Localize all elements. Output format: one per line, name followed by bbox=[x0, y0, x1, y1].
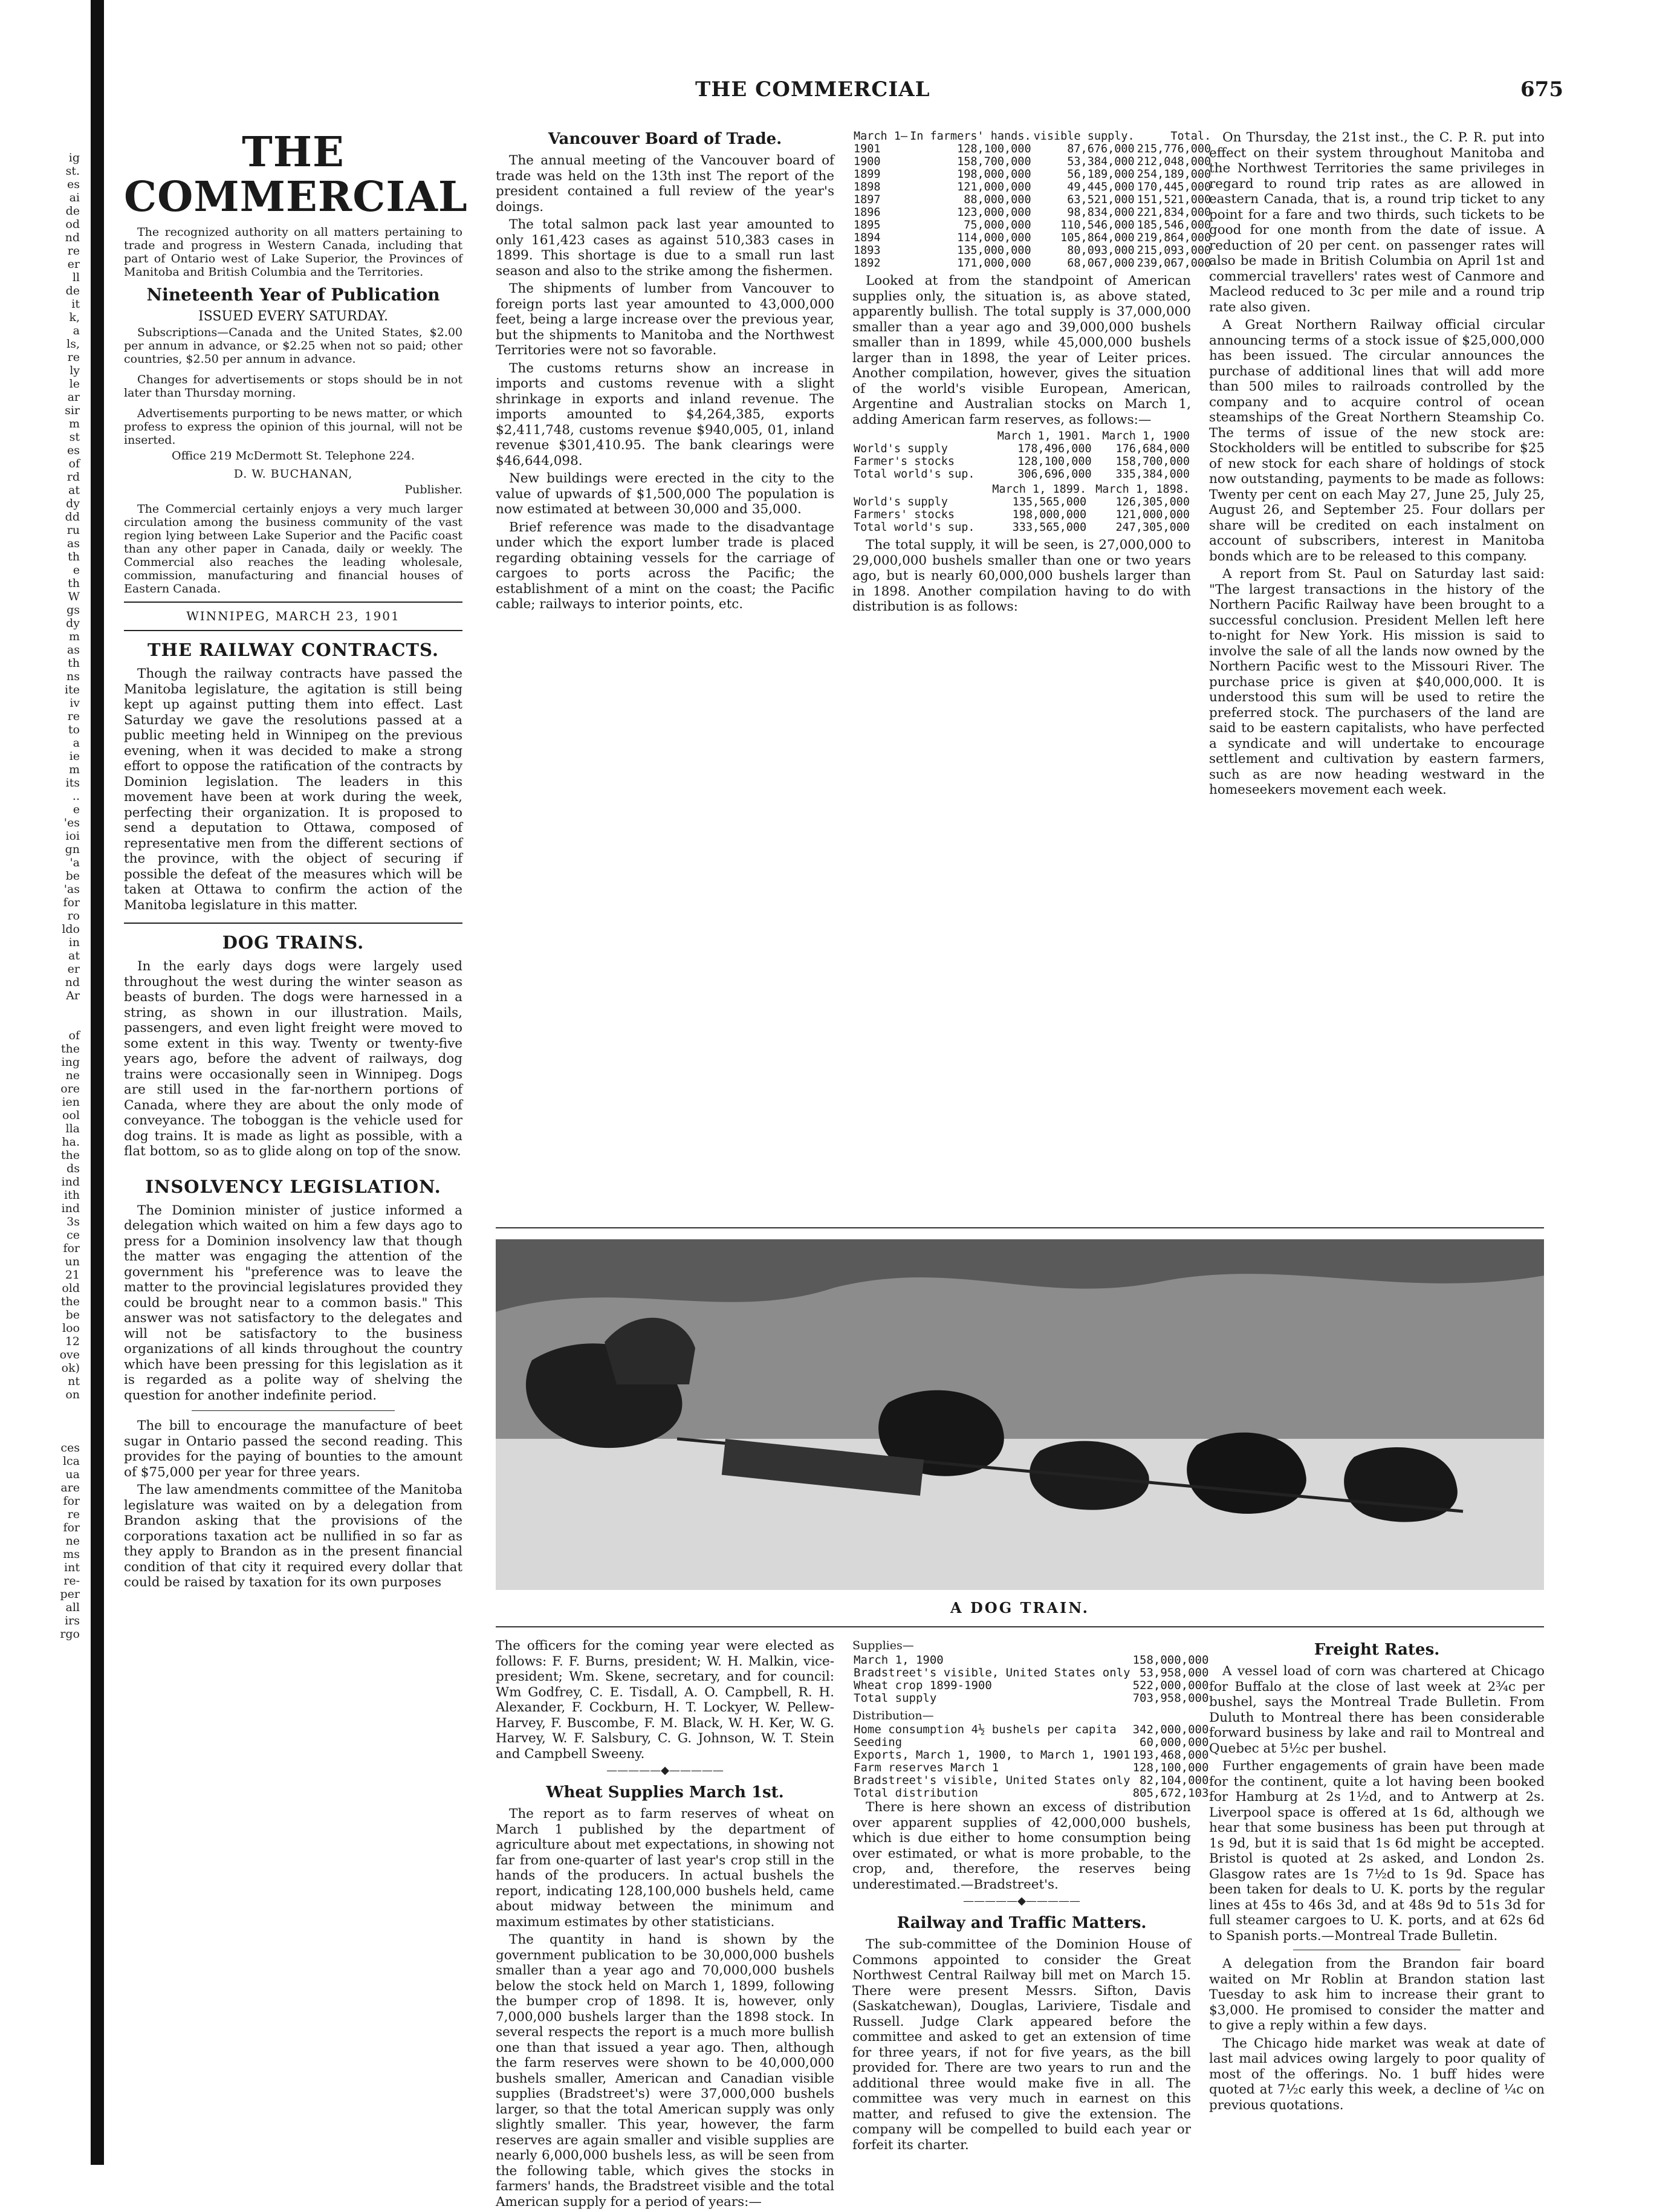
table-row bbox=[852, 143, 1212, 155]
margin-fragment: ro bbox=[67, 909, 80, 923]
table-cell: 158,000,000 bbox=[1132, 1653, 1209, 1667]
year-cell: 1894 bbox=[854, 232, 881, 244]
margin-fragment: e bbox=[73, 563, 80, 577]
margin-fragment: a bbox=[73, 324, 80, 337]
margin-fragment: W bbox=[68, 590, 80, 603]
table-cell: 239,067,000 bbox=[1137, 257, 1212, 270]
margin-fragments bbox=[0, 151, 85, 1641]
table-row bbox=[852, 1774, 1210, 1787]
table-row bbox=[852, 219, 1212, 232]
margin-fragment: be bbox=[65, 869, 80, 883]
table-header: March 1, 1900 bbox=[1102, 430, 1190, 443]
table-cell: 88,000,000 bbox=[964, 193, 1031, 206]
margin-fragment: ar bbox=[67, 391, 80, 404]
table-cell: 522,000,000 bbox=[1132, 1678, 1209, 1692]
supplies-ledger bbox=[852, 1654, 1210, 1705]
railway-p3: A Great Northern Railway official circular announcing terms of a stock issue of $25,000,000 has been issued. The circular announces the purchase of additional lines that will add more than 500 miles to railroads controlled by the company and to acquire control of ocean steamships of the Great Northern Steamship Co. The terms of issue of the new stock are: Stockholders will be entitled to subscribe for $25 of new stock for each share of holdings of stock now outstanding, payments to be made as follows: Twenty per cent on each May 27, June 25, July 25, August 26, and September 25. Four dollars per share will be credited on each instalment on account of subscribers, interest in Manitoba bonds which are to be released to this company. bbox=[1209, 317, 1545, 564]
margin-fragment: gn bbox=[65, 843, 80, 856]
table-row bbox=[852, 1749, 1210, 1762]
table-cell: 63,521,000 bbox=[1067, 193, 1135, 206]
masthead-title: THE COMMERCIAL bbox=[124, 128, 468, 221]
margin-fragment: the bbox=[60, 1295, 80, 1308]
margin-fragment: Ar bbox=[66, 989, 80, 1002]
table-cell: 60,000,000 bbox=[1140, 1736, 1209, 1749]
margin-fragment bbox=[0, 1428, 85, 1441]
margin-fragment: re bbox=[67, 244, 80, 258]
freight-p4: The Chicago hide market was weak at date of last mail advices owing largely to poor quality of most of the offerings. No. 1 buff hides were quoted at 7½c early this week, a decline of ¼c on previous quotations. bbox=[1209, 2035, 1545, 2113]
margin-fragment: lla bbox=[65, 1122, 80, 1135]
table-row bbox=[852, 1787, 1210, 1800]
divider bbox=[124, 630, 462, 631]
margin-fragment: un bbox=[65, 1255, 80, 1268]
margin-fragment: old bbox=[62, 1282, 80, 1295]
table-row bbox=[852, 443, 1191, 455]
table-row bbox=[852, 181, 1212, 193]
law-amendments-body: The law amendments committee of the Manitoba legislature was waited on by a delegation from Brandon asking that the provisions of the corporations taxation act be nullified in so far as they apply to Brandon as in the present financial condition of that city it required every dollar that could be raised by taxation for its own purposes bbox=[124, 1482, 462, 1590]
row-label: Total world's sup. bbox=[854, 521, 975, 534]
margin-fragment: dd bbox=[65, 510, 80, 524]
ledger-label: Seeding bbox=[854, 1736, 903, 1749]
masthead-intro: The recognized authority on all matters pertaining to trade and progress in Western Canada, including that part of Ontario west of Lake Superior, the Provinces of Manitoba and British Columbia and the Territories. bbox=[124, 225, 462, 279]
margin-fragment: th bbox=[68, 577, 80, 590]
table-cell: 158,700,000 bbox=[1115, 455, 1190, 468]
wheat-p2: The quantity in hand is shown by the government publication to be 30,000,000 bushels smaller than a year ago and 70,000,000 bushels below the stock held on March 1, 1899, following the bumper crop of 1898. It is, however, only 7,000,000 bushels larger than the 1898 stock. In several respects the report is a much more bullish one than that issued a year ago. Then, although the farm reserves were shown to be 40,000,000 bushels smaller, American and Canadian visible supplies (Bradstreet's) were 37,000,000 bushels larger, so that the total American supply was only slightly smaller. This year, however, the farm reserves are again smaller and visible supplies are nearly 6,000,000 bushels less, as will be seen from the following table, which gives the stocks in farmers' hands, the Bradstreet visible and the total American supply for a period of years:— bbox=[496, 1932, 834, 2210]
table-cell: 114,000,000 bbox=[957, 232, 1031, 244]
table-cell: 215,093,000 bbox=[1137, 244, 1212, 257]
margin-fragment bbox=[0, 1016, 85, 1029]
table-cell: 56,189,000 bbox=[1067, 168, 1135, 181]
railway-p1: The sub-committee of the Dominion House of Commons appointed to consider the Great Northwest Central Railway bill met on March 15. There were present Messrs. Sifton, Davis (Saskatchewan), Douglas, Lariviere, Tisdale and Russell. Judge Clark appeared before the committee and asked to get an extension of time for three years, if not for five years, as the bill provided for. There are two years to run and the additional three would make five in all. The committee was very much in earnest on this matter, and refused to give the extension. The company will be compelled to build each year or forfeit its charter. bbox=[852, 1937, 1191, 2153]
table-cell: 335,384,000 bbox=[1115, 468, 1190, 481]
railway-traffic-heading: Railway and Traffic Matters. bbox=[897, 1914, 1147, 1932]
margin-fragment: ind bbox=[61, 1202, 80, 1215]
vancouver-p7: The officers for the coming year were elected as follows: F. F. Burns, president; W. H. Malkin, vice-president; Wm. Skene, secretary, and for council: Wm Godfrey, C. E. Tisdall, A. O. Campbell, R. H. Alexander, F. Cockburn, H. T. Lockyer, W. Pellew-Harvey, F. Buscombe, F. M. Black, W. H. Ker, W. G. Harvey, W. F. Salsbury, C. G. Johnson, W. T. Stein and Campbell Sweeny. bbox=[496, 1638, 834, 1762]
table-cell: 121,000,000 bbox=[1115, 508, 1190, 521]
margin-fragment: le bbox=[69, 377, 80, 391]
margin-fragment: ith bbox=[64, 1189, 80, 1202]
table-row bbox=[852, 1736, 1210, 1749]
vancouver-p5: New buildings were erected in the city to the value of upwards of $1,500,000 The population is now estimated at between 30,000 and 35,000. bbox=[496, 471, 834, 517]
advertisements-text: Advertisements purporting to be news matter, or which profess to express the opinion of this journal, will not be inserted. bbox=[124, 406, 462, 447]
margin-fragment: to bbox=[68, 723, 80, 736]
margin-fragment: loo bbox=[62, 1322, 80, 1335]
table-row bbox=[852, 193, 1212, 206]
ornament-divider: —————◆————— bbox=[606, 1764, 724, 1777]
wheat-p1: The report as to farm reserves of wheat on March 1 published by the department of agriculture about met expectations, in showing not far from one-quarter of last year's crop still in the hands of the producers. In actual bushels the report, indicating 128,100,000 bushels held, came about midway between the minimum and maximum estimates by other statisticians. bbox=[496, 1806, 834, 1930]
margin-fragment: nt bbox=[68, 1375, 80, 1388]
table-row bbox=[852, 1654, 1210, 1667]
freight-rates-heading: Freight Rates. bbox=[1314, 1641, 1440, 1659]
margin-fragment: th bbox=[68, 550, 80, 563]
margin-fragment: th bbox=[68, 657, 80, 670]
table-row bbox=[852, 521, 1191, 534]
railway-contracts-heading: THE RAILWAY CONTRACTS. bbox=[147, 640, 440, 660]
freight-p1: A vessel load of corn was chartered at Chicago for Buffalo at the close of last week at 2¾c per bushel, says the Montreal Trade Bulletin. From Duluth to Montreal there has been considerable forward business by lake and rail to Montreal and Quebec at 5½c per bushel. bbox=[1209, 1664, 1545, 1756]
margin-fragment: ne bbox=[65, 1534, 80, 1548]
vancouver-p3: The shipments of lumber from Vancouver to foreign ports last year amounted to 43,000,000 feet, being a large increase over the previous year, but the shipments to Manitoba and the Northwest Territories were not so favorable. bbox=[496, 281, 834, 358]
margin-fragment: ool bbox=[62, 1109, 80, 1122]
railway-p2: On Thursday, the 21st inst., the C. P. R. put into effect on their system throughout Manitoba and the Northwest Territories the same privileges in regard to round trip rates as are allowed in eastern Canada, that is, a round trip ticket to any point for a fare and two thirds, such tickets to be good for one month from the date of issue. A reduction of 20 per cent. on passenger rates will also be made in British Columbia on April 1st and commercial travellers' rates west of Canmore and Macleod reduced to 3c per mile and a round trip rate also given. bbox=[1209, 130, 1545, 315]
table-row bbox=[852, 1679, 1210, 1692]
table-cell: 151,521,000 bbox=[1137, 193, 1212, 206]
margin-fragment: nd bbox=[65, 231, 80, 244]
margin-fragment: of bbox=[68, 1029, 80, 1042]
margin-fragment: ne bbox=[65, 1069, 80, 1082]
table-cell: 193,468,000 bbox=[1132, 1748, 1209, 1762]
margin-fragment: rd bbox=[66, 470, 80, 484]
margin-fragment: as bbox=[66, 537, 80, 550]
divider bbox=[124, 923, 462, 924]
circulation-text: The Commercial certainly enjoys a very much larger circulation among the business community of the vast region lying between Lake Superior and the Pacific coast than any other paper in Canada, daily or weekly. The Commercial also reaches the leading wholesale, commission, manufacturing and financial houses of Eastern Canada. bbox=[124, 502, 462, 595]
divider bbox=[192, 1410, 395, 1411]
margin-fragment: m bbox=[68, 763, 80, 776]
ledger-label: Exports, March 1, 1900, to March 1, 1901 bbox=[854, 1748, 1130, 1762]
margin-fragment bbox=[0, 1401, 85, 1415]
table-cell: 128,100,000 bbox=[1132, 1761, 1209, 1774]
margin-fragment: per bbox=[60, 1588, 80, 1601]
table-header: March 1— bbox=[854, 130, 908, 143]
vancouver-p4: The customs returns show an increase in imports and customs revenue with a slight shrinkage in exports and inland revenue. The imports amounted to $4,264,385, exports $2,411,748, customs revenue $940,005, 01, inland revenue $301,410.95. The bank clearings were $46,644,098. bbox=[496, 360, 834, 469]
illustration-caption: A DOG TRAIN. bbox=[950, 1599, 1089, 1617]
table-cell: 158,700,000 bbox=[957, 155, 1031, 168]
margin-fragment: e bbox=[73, 803, 80, 816]
wheat-p4: The total supply, it will be seen, is 27,000,000 to 29,000,000 bushels smaller than one or two years ago, but is nearly 60,000,000 bushels larger than in 1898. Another compilation having to do with distribution is as follows: bbox=[852, 537, 1191, 614]
page-number: 675 bbox=[1520, 77, 1563, 102]
vancouver-p6: Brief reference was made to the disadvantage under which the export lumber trade is placed regarding obtaining vessels for the carriage of cargoes to ports across the Pacific; the establishment of a mint on the coast; the Pacific cable; railways to interior points, etc. bbox=[496, 519, 834, 612]
column-2-lower bbox=[496, 1638, 834, 2212]
margin-fragment: de bbox=[65, 204, 80, 218]
margin-fragment: 12 bbox=[65, 1335, 80, 1348]
table-cell: 254,189,000 bbox=[1137, 168, 1212, 181]
margin-fragment: nd bbox=[65, 976, 80, 989]
margin-fragment: for bbox=[63, 1242, 80, 1255]
margin-fragment: st bbox=[69, 430, 80, 444]
railway-p4: A report from St. Paul on Saturday last said: "The largest transactions in the history of the Northern Pacific Railway have been brought to a successful conclusion. President Mellen left here to-night for New York. His mission is said to involve the sale of all the lands now owned by the Northern Pacific west to the Missouri River. The purchase price is given at $40,000,000. It is understood this sum will be used to retire the preferred stock. The purchasers of the land are said to be eastern capitalists, who have perfected a syndicate and will undertake to encourage settlement and cultivation by eastern farmers, such as are now heading westward in the homeseekers movement each week. bbox=[1209, 566, 1545, 797]
table-cell: 703,958,000 bbox=[1132, 1691, 1209, 1705]
table-row bbox=[852, 168, 1212, 181]
ledger-label: Bradstreet's visible, United States only bbox=[854, 1774, 1130, 1787]
margin-fragment: ms bbox=[63, 1548, 80, 1561]
margin-fragment: re bbox=[67, 710, 80, 723]
dog-train-image bbox=[496, 1239, 1544, 1590]
table-cell: 53,958,000 bbox=[1140, 1665, 1209, 1679]
margin-fragment: ove bbox=[59, 1348, 80, 1361]
margin-fragment: ok) bbox=[61, 1361, 80, 1375]
margin-fragment: 21 bbox=[65, 1268, 80, 1282]
issued-line: ISSUED EVERY SATURDAY. bbox=[198, 309, 388, 324]
margin-fragment: its bbox=[65, 776, 80, 790]
table-header: March 1, 1901. bbox=[997, 430, 1092, 443]
margin-fragment: ig bbox=[68, 151, 80, 164]
column-4-upper bbox=[1209, 130, 1545, 800]
table-cell: 333,565,000 bbox=[1012, 521, 1087, 534]
row-label: Farmer's stocks bbox=[854, 455, 955, 468]
margin-fragment: ai bbox=[69, 191, 80, 204]
margin-fragment: .. bbox=[72, 790, 80, 803]
table-cell: 176,684,000 bbox=[1115, 443, 1190, 455]
margin-fragment: the bbox=[60, 1042, 80, 1056]
binding-strip bbox=[91, 0, 104, 2165]
table-row bbox=[852, 244, 1212, 257]
table-cell: 247,305,000 bbox=[1115, 521, 1190, 534]
margin-fragment: rgo bbox=[60, 1627, 80, 1641]
wheat-p5: There is here shown an excess of distribution over apparent supplies of 42,000,000 bushels, which is due either to home consumption being over estimated, or what is more probable, to the crop, and, therefore, the reserves being underestimated.—Bradstreet's. bbox=[852, 1800, 1191, 1892]
margin-fragment: de bbox=[65, 284, 80, 297]
year-cell: 1896 bbox=[854, 206, 881, 219]
table-cell: 221,834,000 bbox=[1137, 206, 1212, 219]
vancouver-heading: Vancouver Board of Trade. bbox=[548, 130, 782, 148]
table-cell: 82,104,000 bbox=[1140, 1774, 1209, 1787]
margin-fragment: all bbox=[65, 1601, 80, 1614]
table-row bbox=[852, 1667, 1210, 1679]
margin-fragment: ly bbox=[70, 364, 80, 377]
column-4-lower bbox=[1209, 1638, 1545, 2115]
margin-fragment: on bbox=[65, 1388, 80, 1401]
margin-fragment: at bbox=[68, 484, 80, 497]
table-row bbox=[852, 468, 1191, 481]
table-cell: 219,864,000 bbox=[1137, 232, 1212, 244]
ledger-label: Total supply bbox=[854, 1691, 937, 1705]
margin-fragment: od bbox=[65, 218, 80, 231]
publisher-title: Publisher. bbox=[404, 482, 462, 496]
year-cell: 1898 bbox=[854, 181, 881, 193]
table-header bbox=[852, 430, 987, 443]
margin-fragment: m bbox=[68, 417, 80, 430]
dog-trains-heading: DOG TRAINS. bbox=[222, 932, 365, 953]
margin-fragment: int bbox=[64, 1561, 80, 1574]
year-heading: Nineteenth Year of Publication bbox=[146, 285, 440, 305]
vancouver-p1: The annual meeting of the Vancouver board of trade was held on the 13th inst The report of the president contained a full review of the year's doings. bbox=[496, 153, 834, 215]
margin-fragment: ing bbox=[61, 1056, 80, 1069]
wheat-p3: Looked at from the standpoint of American supplies only, the situation is, as above stated, apparently bullish. The total supply is 37,000,000 smaller than a year ago and 39,000,000 bushels smaller than in 1899, while 45,000,000 bushels larger than in 1898, the year of Leiter prices. Another compilation, however, gives the situation of the world's visible European, American, Argentine and Australian stocks on March 1, adding American farm reserves, as follows:— bbox=[852, 273, 1191, 427]
row-label: Total world's sup. bbox=[854, 468, 975, 481]
table-cell: 68,067,000 bbox=[1067, 257, 1135, 270]
margin-fragment: 'as bbox=[63, 883, 80, 896]
distribution-ledger bbox=[852, 1724, 1210, 1800]
table-cell: 49,445,000 bbox=[1067, 181, 1135, 193]
margin-fragment: iv bbox=[70, 696, 80, 710]
margin-fragment: irs bbox=[65, 1614, 80, 1627]
divider bbox=[124, 602, 462, 603]
margin-fragment: 'a bbox=[70, 856, 80, 869]
dog-train-illustration bbox=[496, 1239, 1544, 1590]
margin-fragment: es bbox=[67, 444, 80, 457]
margin-fragment: er bbox=[67, 962, 80, 976]
table-row bbox=[852, 1762, 1210, 1774]
margin-fragment: ns bbox=[66, 670, 80, 683]
divider bbox=[496, 1626, 1544, 1627]
table-cell: 212,048,000 bbox=[1137, 155, 1212, 168]
table-header: visible supply. bbox=[1033, 130, 1135, 143]
table-cell: 80,093,000 bbox=[1067, 244, 1135, 257]
table-cell: 171,000,000 bbox=[957, 257, 1031, 270]
margin-fragment: be bbox=[65, 1308, 80, 1322]
margin-fragment: it bbox=[71, 297, 80, 311]
dateline: WINNIPEG, MARCH 23, 1901 bbox=[186, 608, 400, 623]
table-cell: 75,000,000 bbox=[964, 219, 1031, 232]
table-row bbox=[852, 155, 1212, 168]
margin-fragment: 3s bbox=[66, 1215, 80, 1228]
freight-p2: Further engagements of grain have been made for the continent, quite a lot having been booked for Hamburg at 2s 1½d, and to Antwerp at 2s. Liverpool space is offered at 1s 6d, although we hear that some business has been put through at 1s 9d, but it is said that 1s 6d might be accepted. Bristol is quoted at 2s asked, and London 2s. Glasgow rates are 1s 7½d to 1s 9d. Space has been taken for deals to U. K. ports by the regular lines at 45s to 46s 3d, and at 48s 9d to 51s 3d for full steamer cargoes to U. K. ports, and at 62s 6d to Spanish ports.—Montreal Trade Bulletin. bbox=[1209, 1759, 1545, 1944]
margin-fragment: ind bbox=[61, 1175, 80, 1189]
freight-p3: A delegation from the Brandon fair board waited on Mr Roblin at Brandon station last Tuesday to ask him to increase their grant to $3,000. He promised to consider the matter and to give a reply within a few days. bbox=[1209, 1956, 1545, 2033]
dog-trains-body: In the early days dogs were largely used throughout the west during the winter season as beasts of burden. The dogs were harnessed in a string, as shown in our illustration. Mails, passengers, and even light freight were moved to some extent in this way. Twenty or twenty-five years ago, before the advent of railways, dog trains were occasionally seen in Winnipeg. Dogs are still used in the far-northern portions of Canada, where they are about the only mode of conveyance. The toboggan is the vehicle used for dog trains. It is made as light as possible, with a flat bottom, so as to glide along on top of the snow. bbox=[124, 959, 462, 1159]
margin-fragment: ce bbox=[66, 1228, 80, 1242]
row-label: Farmers' stocks bbox=[854, 508, 955, 521]
table-cell: 128,100,000 bbox=[1017, 455, 1092, 468]
insolvency-body: The Dominion minister of justice informed a delegation which waited on him a few days ago to press for a Dominion insolvency law that though the matter was engaging the attention of the government his "preference was to leave the matter to the provincial legislatures provided they could be brought near to a common basis." This answer was not satisfactory to the delegates and will not be satisfactory to the business organizations of all kinds throughout the country which have been pressing for this legislation as it is regarded as a polite way of shelving the question for another indefinite period. bbox=[124, 1202, 462, 1403]
table-row bbox=[852, 206, 1212, 219]
table-header: March 1, 1899. bbox=[992, 483, 1087, 496]
column-1 bbox=[124, 128, 468, 1593]
column-2-upper bbox=[496, 130, 834, 615]
year-cell: 1892 bbox=[854, 257, 881, 270]
table-cell: 123,000,000 bbox=[957, 206, 1031, 219]
table-row bbox=[852, 508, 1191, 521]
table-cell: 87,676,000 bbox=[1067, 143, 1135, 155]
margin-fragment bbox=[0, 1415, 85, 1428]
table-header: Total. bbox=[1170, 130, 1212, 143]
table-cell: 170,445,000 bbox=[1137, 181, 1212, 193]
margin-fragment: in bbox=[68, 936, 80, 949]
margin-fragment: a bbox=[73, 736, 80, 750]
margin-fragment: ite bbox=[65, 683, 80, 696]
margin-fragment: at bbox=[68, 949, 80, 962]
year-cell: 1899 bbox=[854, 168, 881, 181]
margin-fragment: st. bbox=[65, 164, 80, 178]
table-header: In farmers' hands. bbox=[910, 130, 1031, 143]
margin-fragment: for bbox=[63, 896, 80, 909]
margin-fragment: ie bbox=[69, 750, 80, 763]
year-cell: 1895 bbox=[854, 219, 881, 232]
world-supply-table-b bbox=[852, 483, 1191, 534]
ledger-label: Wheat crop 1899-1900 bbox=[854, 1678, 992, 1692]
margin-fragment: re bbox=[67, 1508, 80, 1521]
divider bbox=[496, 1227, 1544, 1228]
margin-fragment: ien bbox=[62, 1095, 80, 1109]
table-cell: 215,776,000 bbox=[1137, 143, 1212, 155]
margin-fragment: re bbox=[67, 351, 80, 364]
table-row bbox=[852, 1724, 1210, 1736]
margin-fragment: re- bbox=[63, 1574, 80, 1588]
margin-fragment: ha. bbox=[62, 1135, 80, 1149]
margin-fragment: ls, bbox=[66, 337, 80, 351]
table-cell: 135,000,000 bbox=[957, 244, 1031, 257]
table-cell: 178,496,000 bbox=[1017, 443, 1092, 455]
row-label: World's supply bbox=[854, 496, 948, 508]
table-row bbox=[852, 496, 1191, 508]
subscriptions-text: Subscriptions—Canada and the United States, $2.00 per annum in advance, or $2.25 when not so paid; other countries, $2.50 per annum in advance. bbox=[124, 325, 462, 366]
table-cell: 342,000,000 bbox=[1132, 1723, 1209, 1736]
margin-fragment: dy bbox=[66, 497, 80, 510]
vancouver-p2: The total salmon pack last year amounted to only 161,423 cases as against 510,383 cases in 1899. This shortage is due to a small run last season and also to the strike among the fishermen. bbox=[496, 217, 834, 279]
column-3-lower bbox=[852, 1638, 1209, 2155]
margin-fragment: k, bbox=[69, 311, 80, 324]
margin-fragment: lca bbox=[62, 1455, 80, 1468]
ledger-label: March 1, 1900 bbox=[854, 1653, 944, 1667]
row-label: World's supply bbox=[854, 443, 948, 455]
wheat-supplies-heading: Wheat Supplies March 1st. bbox=[546, 1783, 784, 1802]
table-cell: 198,000,000 bbox=[957, 168, 1031, 181]
world-supply-table-a bbox=[852, 430, 1191, 481]
margin-fragment: er bbox=[67, 258, 80, 271]
margin-fragment: the bbox=[60, 1149, 80, 1162]
ledger-label: Home consumption 4½ bushels per capita bbox=[854, 1723, 1117, 1736]
margin-fragment: gs bbox=[66, 603, 80, 617]
ornament-divider: —————◆————— bbox=[963, 1895, 1080, 1907]
table-cell: 105,864,000 bbox=[1060, 232, 1135, 244]
table-cell: 98,834,000 bbox=[1067, 206, 1135, 219]
table-cell: 53,384,000 bbox=[1067, 155, 1135, 168]
margin-fragment: sir bbox=[65, 404, 80, 417]
table-cell: 110,546,000 bbox=[1060, 219, 1135, 232]
ledger-supplies-label: Supplies— bbox=[852, 1639, 914, 1652]
table-cell: 126,305,000 bbox=[1115, 496, 1190, 508]
margin-fragment: of bbox=[68, 457, 80, 470]
table-cell: 128,100,000 bbox=[957, 143, 1031, 155]
ledger-label: Bradstreet's visible, United States only bbox=[854, 1665, 1130, 1679]
margin-fragment bbox=[0, 1002, 85, 1016]
table-cell: 185,546,000 bbox=[1137, 219, 1212, 232]
table-cell: 121,000,000 bbox=[957, 181, 1031, 193]
margin-fragment: as bbox=[66, 643, 80, 657]
margin-fragment: m bbox=[68, 630, 80, 643]
table-cell: 135,565,000 bbox=[1012, 496, 1087, 508]
table-row bbox=[852, 1692, 1210, 1705]
ledger-label: Total distribution bbox=[854, 1786, 978, 1800]
table-row bbox=[852, 257, 1212, 270]
changes-text: Changes for advertisements or stops should be in not later than Thursday morning. bbox=[124, 372, 462, 400]
margin-fragment: ces bbox=[60, 1441, 80, 1455]
column-3-upper bbox=[852, 130, 1212, 617]
table-header: March 1, 1898. bbox=[1095, 483, 1190, 496]
margin-fragment: for bbox=[63, 1494, 80, 1508]
table-cell: 198,000,000 bbox=[1012, 508, 1087, 521]
publisher-name: D. W. BUCHANAN, bbox=[233, 467, 353, 481]
farm-reserves-table bbox=[852, 130, 1212, 270]
margin-fragment: ru bbox=[66, 524, 80, 537]
margin-fragment: ua bbox=[65, 1468, 80, 1481]
margin-fragment: 'es bbox=[63, 816, 80, 829]
year-cell: 1900 bbox=[854, 155, 881, 168]
margin-fragment: ore bbox=[60, 1082, 80, 1095]
running-head: THE COMMERCIAL bbox=[695, 77, 930, 102]
table-cell: 306,696,000 bbox=[1017, 468, 1092, 481]
margin-fragment: for bbox=[63, 1521, 80, 1534]
margin-fragment: dy bbox=[66, 617, 80, 630]
margin-fragment: ds bbox=[66, 1162, 80, 1175]
table-cell: 805,672,103 bbox=[1132, 1786, 1209, 1800]
railway-contracts-body: Though the railway contracts have passed the Manitoba legislature, the agitation is still being kept up against putting them into effect. Last Saturday we gave the resolutions passed at a public meeting held in Winnipeg on the previous evening, when it was decided to make a strong effort to oppose the ratification of the contracts by Dominion legislation. The leaders in this movement have been at work during the week, perfecting their organization. It is proposed to send a deputation to Ottawa, composed of representative men from the different sections of the province, with the object of securing if possible the defeat of the measures which will be taken at Ottawa to confirm the action of the Manitoba legislature in this matter. bbox=[124, 666, 462, 913]
margin-fragment: ioi bbox=[65, 829, 80, 843]
ledger-label: Farm reserves March 1 bbox=[854, 1761, 999, 1774]
year-cell: 1901 bbox=[854, 143, 881, 155]
beet-sugar-body: The bill to encourage the manufacture of beet sugar in Ontario passed the second reading. This provides for the paying of bounties to the amount of $75,000 per year for three years. bbox=[124, 1418, 462, 1480]
margin-fragment: es bbox=[67, 178, 80, 191]
year-cell: 1897 bbox=[854, 193, 881, 206]
year-cell: 1893 bbox=[854, 244, 881, 257]
margin-fragment: ldo bbox=[62, 923, 80, 936]
margin-fragment: ll bbox=[72, 271, 80, 284]
ledger-distribution-label: Distribution— bbox=[852, 1708, 934, 1722]
table-row bbox=[852, 455, 1191, 468]
table-row bbox=[852, 232, 1212, 244]
insolvency-heading: INSOLVENCY LEGISLATION. bbox=[145, 1176, 441, 1197]
office-address: Office 219 McDermott St. Telephone 224. bbox=[172, 449, 415, 462]
margin-fragment: are bbox=[60, 1481, 80, 1494]
table-header bbox=[852, 483, 984, 496]
